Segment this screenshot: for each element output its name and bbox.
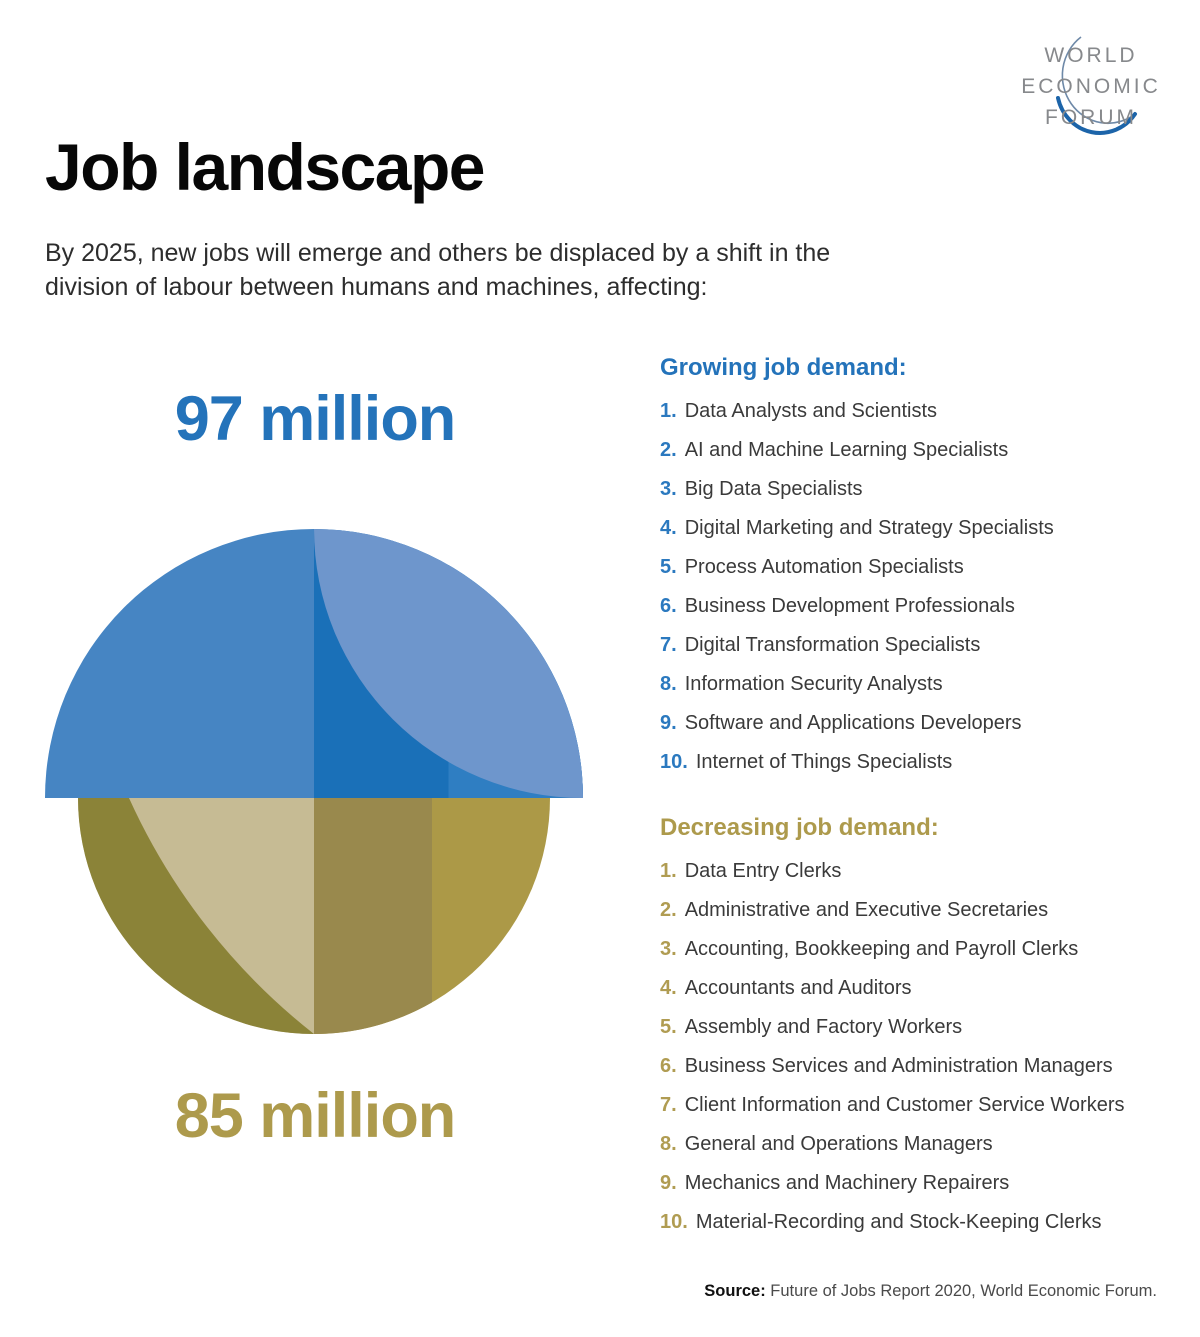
source-label: Source:: [704, 1282, 766, 1300]
growing-demand-list: [660, 400, 1180, 773]
item-number: 4.: [660, 977, 677, 999]
page-title: Job landscape: [45, 130, 484, 204]
list-item: [660, 1094, 1180, 1116]
item-number: 10.: [660, 1211, 688, 1233]
item-number: 9.: [660, 712, 677, 734]
item-label: Business Development Professionals: [684, 595, 1015, 617]
item-number: 1.: [660, 860, 677, 882]
wef-logo-text: [1008, 40, 1174, 133]
decreasing-demand-section: [660, 815, 1180, 1250]
list-item: [660, 1055, 1180, 1077]
item-number: 2.: [660, 439, 677, 461]
list-item: [660, 595, 1180, 617]
list-item: [660, 634, 1180, 656]
list-item: [660, 938, 1180, 960]
item-label: Digital Transformation Specialists: [684, 634, 981, 656]
list-item: [660, 556, 1180, 578]
item-label: Accounting, Bookkeeping and Payroll Clerks: [684, 938, 1079, 960]
list-item: [660, 1172, 1180, 1194]
item-number: 7.: [660, 1094, 677, 1116]
item-label: Administrative and Executive Secretaries: [684, 899, 1049, 921]
growing-demand-section: [660, 355, 1180, 790]
bottom-half-column-shape: [314, 798, 432, 1034]
source-line: [704, 1281, 1157, 1301]
item-number: 8.: [660, 673, 677, 695]
item-label: Data Entry Clerks: [684, 860, 842, 882]
item-number: 10.: [660, 751, 688, 773]
growing-demand-heading: Growing job demand:: [660, 354, 907, 381]
wef-logo-line-forum: FORUM: [1045, 106, 1137, 129]
list-item: [660, 478, 1180, 500]
list-item: [660, 712, 1180, 734]
wef-logo-line-economic: ECONOMIC: [1021, 75, 1161, 98]
decreasing-demand-heading: Decreasing job demand:: [660, 814, 939, 841]
list-item: [660, 1133, 1180, 1155]
wef-logo-line-world: WORLD: [1044, 44, 1138, 67]
item-label: Process Automation Specialists: [684, 556, 964, 578]
list-item: [660, 751, 1180, 773]
semicircle-graphic: [45, 529, 583, 1035]
list-item: [660, 860, 1180, 882]
item-label: Digital Marketing and Strategy Specialists: [684, 517, 1054, 539]
page-subtitle: [45, 236, 965, 304]
item-label: General and Operations Managers: [684, 1133, 993, 1155]
source-text: Future of Jobs Report 2020, World Economic Forum.: [765, 1282, 1157, 1300]
item-number: 9.: [660, 1172, 677, 1194]
item-number: 5.: [660, 556, 677, 578]
subtitle-line-1: By 2025, new jobs will emerge and others be displaced by a shift in the: [45, 239, 831, 267]
item-number: 3.: [660, 478, 677, 500]
list-item: [660, 977, 1180, 999]
item-label: Assembly and Factory Workers: [684, 1016, 963, 1038]
item-label: Mechanics and Machinery Repairers: [684, 1172, 1010, 1194]
list-item: [660, 400, 1180, 422]
item-label: Accountants and Auditors: [684, 977, 912, 999]
item-label: Material-Recording and Stock-Keeping Clerks: [695, 1211, 1102, 1233]
list-item: [660, 1211, 1180, 1233]
item-number: 8.: [660, 1133, 677, 1155]
item-label: Internet of Things Specialists: [695, 751, 953, 773]
item-number: 6.: [660, 1055, 677, 1077]
item-label: Client Information and Customer Service Workers: [684, 1094, 1125, 1116]
decreasing-demand-list: [660, 860, 1180, 1233]
item-number: 2.: [660, 899, 677, 921]
item-number: 7.: [660, 634, 677, 656]
growing-jobs-value: 97 million: [174, 384, 456, 454]
decreasing-jobs-value: 85 million: [174, 1081, 456, 1151]
item-number: 3.: [660, 938, 677, 960]
list-item: [660, 673, 1180, 695]
list-item: [660, 439, 1180, 461]
item-label: Data Analysts and Scientists: [684, 400, 938, 422]
top-left-quadrant-shape: [45, 529, 314, 798]
item-label: AI and Machine Learning Specialists: [684, 439, 1009, 461]
item-label: Software and Applications Developers: [684, 712, 1022, 734]
item-number: 5.: [660, 1016, 677, 1038]
item-number: 4.: [660, 517, 677, 539]
list-item: [660, 1016, 1180, 1038]
item-number: 1.: [660, 400, 677, 422]
item-number: 6.: [660, 595, 677, 617]
subtitle-line-2: division of labour between humans and machines, affecting:: [45, 273, 708, 301]
list-item: [660, 899, 1180, 921]
list-item: [660, 517, 1180, 539]
item-label: Big Data Specialists: [684, 478, 863, 500]
item-label: Business Services and Administration Managers: [684, 1055, 1113, 1077]
item-label: Information Security Analysts: [684, 673, 943, 695]
